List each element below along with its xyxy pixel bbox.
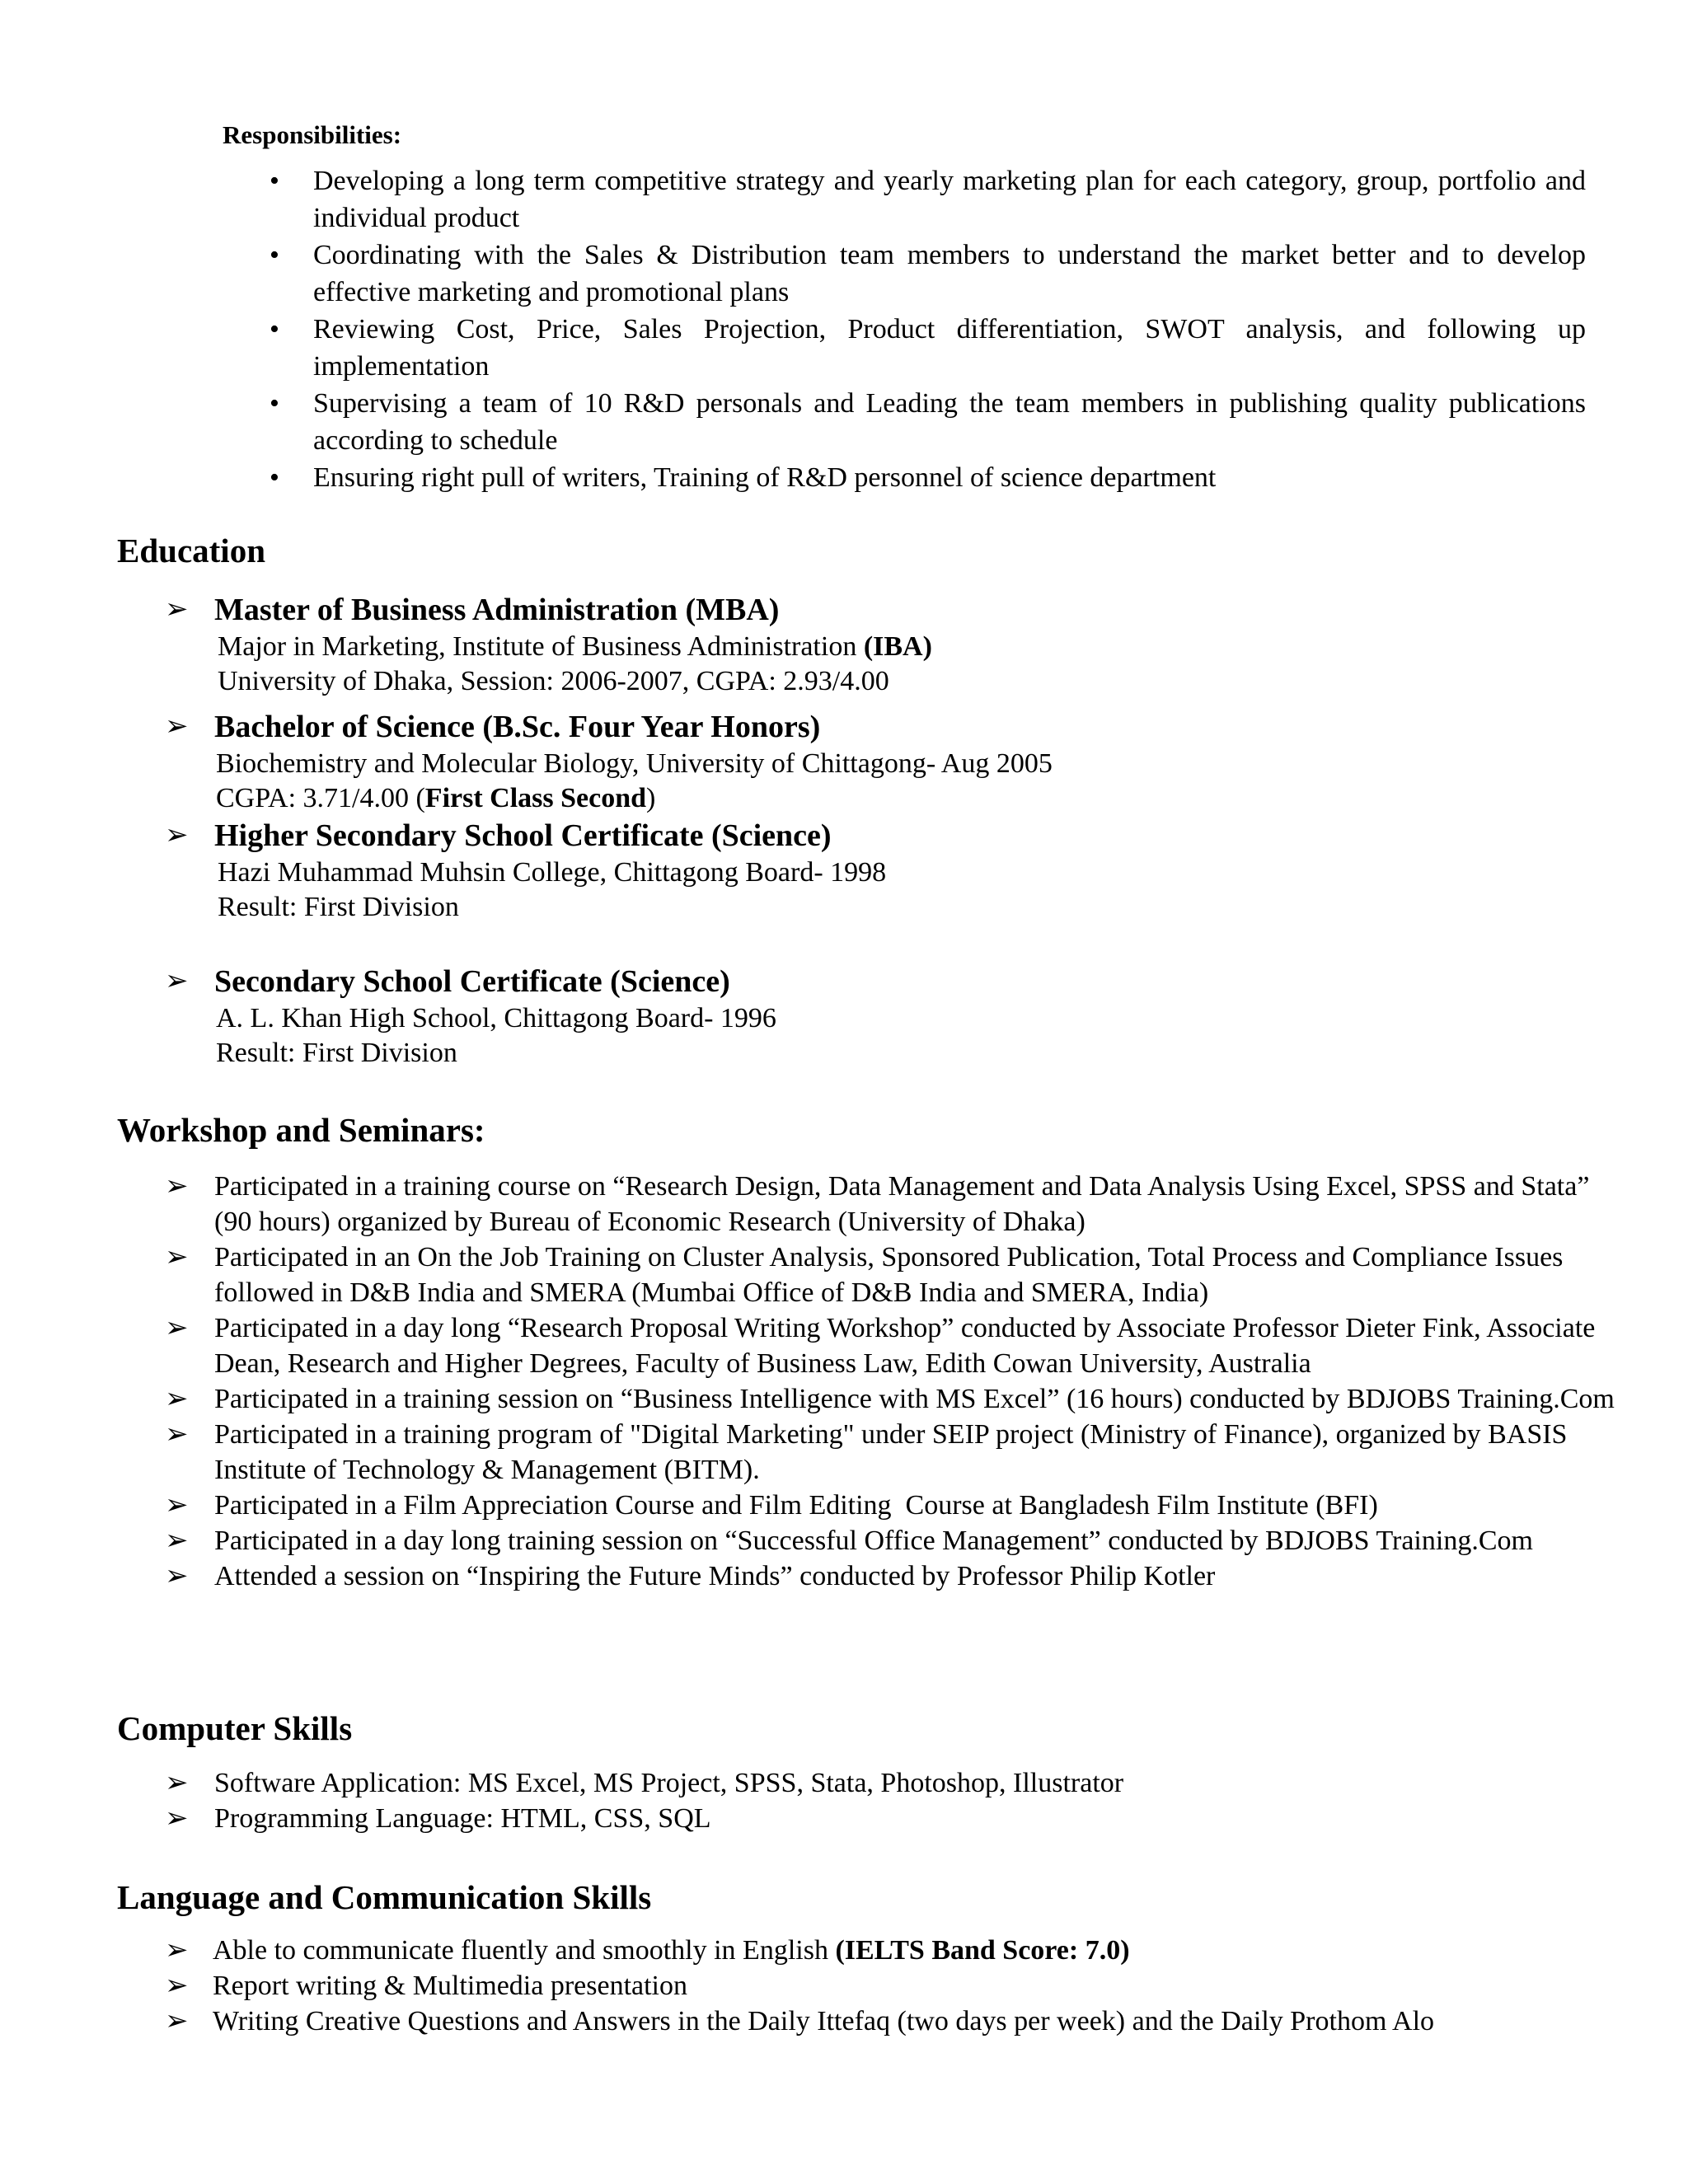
responsibility-text: Developing a long term competitive strategy and yearly marketing plan for each category, group, portfolio and individual product <box>313 166 1586 233</box>
responsibility-text: Coordinating with the Sales & Distribution team members to understand the market better and to develop effective marketing and promotional plans <box>313 240 1586 307</box>
degree-detail-text: Major in Marketing, Institute of Business Administration <box>218 631 864 662</box>
arrow-bullet-icon: ➢ <box>165 1171 189 1202</box>
degree-detail-text: CGPA: 3.71/4.00 ( <box>216 783 425 813</box>
arrow-bullet-icon: ➢ <box>165 1419 189 1450</box>
education-entry-bsc <box>0 707 1688 816</box>
responsibility-text: Ensuring right pull of writers, Training of R&D personnel of science department <box>313 462 1217 493</box>
arrow-bullet-icon: ➢ <box>165 1768 189 1798</box>
education-entry-ssc <box>0 962 1688 1071</box>
ielts-score: (IELTS Band Score: 7.0) <box>835 1935 1130 1966</box>
degree-detail: Result: First Division <box>218 892 459 922</box>
degree-detail-text: ) <box>646 783 656 813</box>
language-skills-heading: Language and Communication Skills <box>117 1878 652 1916</box>
degree-detail <box>216 781 1688 816</box>
skill-text <box>213 1933 1614 1968</box>
workshop-text: Attended a session on “Inspiring the Future Minds” conducted by Professor Philip Kotler <box>214 1561 1216 1591</box>
degree-title: Secondary School Certificate (Science) <box>214 964 730 999</box>
responsibilities-heading: Responsibilities: <box>223 120 402 149</box>
degree-title: Higher Secondary School Certificate (Science) <box>214 818 832 853</box>
list-item <box>0 1523 1688 1558</box>
workshop-text: Participated in a day long “Research Proposal Writing Workshop” conducted by Associate Professor Dieter Fink, Associate Dean, Research and Higher Degrees, Faculty of Business Law, Edith Cowan University, Australia <box>214 1313 1596 1379</box>
skill-text: Programming Language: HTML, CSS, SQL <box>214 1803 711 1834</box>
responsibility-text: Reviewing Cost, Price, Sales Projection, Product differentiation, SWOT analysis, and following up implementation <box>313 314 1586 382</box>
degree-detail: A. L. Khan High School, Chittagong Board- 1996 <box>216 1003 776 1033</box>
workshop-text: Participated in an On the Job Training on Cluster Analysis, Sponsored Publication, Total Process and Compliance Issues followed in D&B India and SMERA (Mumbai Office of D&B India and SMERA, India) <box>214 1242 1564 1308</box>
skill-text: Writing Creative Questions and Answers in the Daily Ittefaq (two days per week) and the Daily Prothom Alo <box>213 2006 1435 2036</box>
arrow-bullet-icon: ➢ <box>165 1561 189 1591</box>
skill-text-part: Able to communicate fluently and smoothly in English <box>213 1935 836 1966</box>
list-item <box>0 1488 1688 1523</box>
arrow-bullet-icon: ➢ <box>165 1384 189 1414</box>
workshop-text: Participated in a training session on “Business Intelligence with MS Excel” (16 hours) conducted by BDJOBS Training.Com <box>214 1384 1615 1414</box>
list-item <box>0 1558 1688 1594</box>
bullet-icon: • <box>270 462 279 493</box>
arrow-bullet-icon: ➢ <box>165 1971 189 2001</box>
workshop-text: Participated in a training course on “Research Design, Data Management and Data Analysis Using Excel, SPSS and Stata” (90 hours) organized by Bureau of Economic Research (University of Dhaka) <box>214 1171 1590 1237</box>
responsibilities-list <box>0 162 1688 496</box>
arrow-bullet-icon: ➢ <box>165 1313 189 1343</box>
workshop-text: Participated in a day long training session on “Successful Office Management” conducted by BDJOBS Training.Com <box>214 1526 1533 1556</box>
degree-detail: University of Dhaka, Session: 2006-2007, CGPA: 2.93/4.00 <box>218 666 889 696</box>
degree-detail: Hazi Muhammad Muhsin College, Chittagong Board- 1998 <box>218 857 887 888</box>
degree-detail <box>218 630 1688 664</box>
list-item <box>0 1968 1688 2004</box>
list-item <box>0 237 1688 311</box>
arrow-bullet-icon: ➢ <box>165 2006 189 2036</box>
list-item <box>0 459 1688 496</box>
computer-skills-list <box>0 1765 1688 1836</box>
list-item <box>0 385 1688 459</box>
list-item <box>0 1933 1688 1968</box>
education-entry-hsc <box>0 816 1688 925</box>
arrow-bullet-icon: ➢ <box>165 594 189 625</box>
list-item <box>0 1765 1688 1801</box>
bullet-icon: • <box>270 240 279 270</box>
computer-skills-heading: Computer Skills <box>117 1709 353 1747</box>
education-entry-mba <box>0 590 1688 699</box>
degree-detail: Biochemistry and Molecular Biology, University of Chittagong- Aug 2005 <box>216 748 1053 779</box>
degree-title: Master of Business Administration (MBA) <box>214 593 780 627</box>
list-item <box>0 2004 1688 2039</box>
list-item <box>0 1310 1688 1381</box>
bullet-icon: • <box>270 166 279 196</box>
degree-detail: Result: First Division <box>216 1038 457 1068</box>
list-item <box>0 1381 1688 1417</box>
workshops-heading: Workshop and Seminars: <box>117 1111 485 1149</box>
skill-text: Software Application: MS Excel, MS Project, SPSS, Stata, Photoshop, Illustrator <box>214 1768 1124 1798</box>
language-skills-list <box>0 1933 1688 2039</box>
bullet-icon: • <box>270 388 279 419</box>
list-item <box>0 1240 1688 1310</box>
arrow-bullet-icon: ➢ <box>165 1803 189 1834</box>
degree-detail-bold: (IBA) <box>863 631 932 662</box>
arrow-bullet-icon: ➢ <box>165 1242 189 1272</box>
list-item <box>0 1801 1688 1836</box>
list-item <box>0 162 1688 237</box>
arrow-bullet-icon: ➢ <box>165 820 189 851</box>
list-item <box>0 1417 1688 1488</box>
education-heading: Education <box>117 532 265 569</box>
skill-text: Report writing & Multimedia presentation <box>213 1971 688 2001</box>
responsibility-text: Supervising a team of 10 R&D personals and Leading the team members in publishing quality publications according to schedule <box>313 388 1586 456</box>
degree-detail-bold: First Class Second <box>424 783 647 813</box>
list-item <box>0 311 1688 385</box>
workshop-text: Participated in a training program of "Digital Marketing" under SEIP project (Ministry of Finance), organized by BASIS Institute of Technology & Management (BITM). <box>214 1419 1568 1485</box>
workshops-list <box>0 1169 1688 1594</box>
arrow-bullet-icon: ➢ <box>165 711 189 742</box>
bullet-icon: • <box>270 314 279 344</box>
list-item <box>0 1169 1688 1240</box>
degree-title: Bachelor of Science (B.Sc. Four Year Honors) <box>214 710 821 744</box>
arrow-bullet-icon: ➢ <box>165 966 189 996</box>
arrow-bullet-icon: ➢ <box>165 1526 189 1556</box>
workshop-text: Participated in a Film Appreciation Course and Film Editing Course at Bangladesh Film Institute (BFI) <box>214 1490 1378 1521</box>
arrow-bullet-icon: ➢ <box>165 1490 189 1521</box>
arrow-bullet-icon: ➢ <box>165 1935 189 1966</box>
